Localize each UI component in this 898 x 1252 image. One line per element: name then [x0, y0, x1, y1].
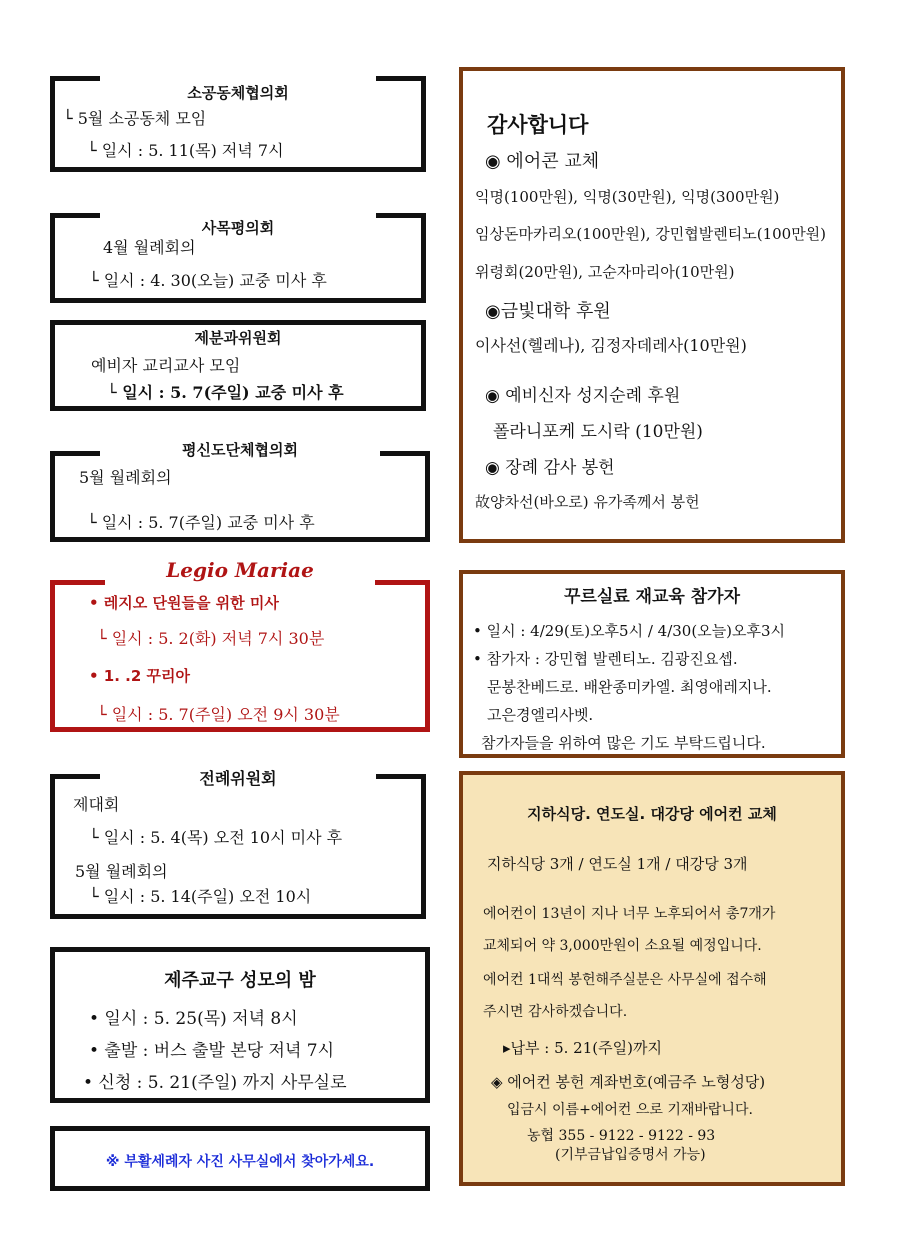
jebun-section — [50, 320, 426, 411]
section-title: 전례위원회 — [199, 769, 277, 788]
notice-text: ※ 부활세례자 사진 사무실에서 찾아가세요. — [105, 1154, 375, 1170]
cursillo-section — [459, 570, 845, 758]
text-line: 문봉찬베드로. 배완종미카엘. 최영애레지나. — [487, 678, 772, 696]
section-title: 사목평의회 — [201, 219, 275, 237]
legio-section — [50, 558, 430, 732]
samok-section — [50, 213, 426, 303]
thanks-heading: ◉ 장례 감사 봉헌 — [485, 458, 615, 478]
thanks-heading: ◉ 예비신자 성지순례 후원 — [485, 386, 681, 406]
text-line: 지하식당 3개 / 연도실 1개 / 대강당 3개 — [487, 855, 748, 873]
legio-title: Legio Mariae — [166, 558, 314, 582]
text-line: 4월 월례회의 — [103, 238, 196, 257]
text-line: └ 일시 : 4. 30(오늘) 교중 미사 후 — [89, 271, 327, 290]
aircon-section — [459, 771, 845, 1186]
pyeongsin-section — [50, 441, 430, 542]
text-line: 임상돈마카리오(100만원), 강민협발렌티노(100만원) — [475, 225, 827, 243]
text-line: • 일시 : 5. 25(목) 저녁 8시 — [89, 1009, 298, 1029]
text-line: 교체되어 약 3,000만원이 소요될 예정입니다. — [483, 938, 762, 954]
section-title: 평신도단체협의회 — [182, 441, 298, 459]
jeonrye-section — [50, 769, 426, 919]
text-line: 참가자들을 위하여 많은 기도 부탁드립니다. — [481, 734, 766, 752]
text-line: └ 일시 : 5. 4(목) 오전 10시 미사 후 — [89, 828, 343, 847]
text-line: 위령회(20만원), 고순자마리아(10만원) — [475, 263, 735, 281]
text-line: ▸납부 : 5. 21(주일)까지 — [503, 1039, 662, 1057]
text-line: 고은경엘리사벳. — [487, 706, 594, 724]
thanks-heading: ◉ 에어콘 교체 — [485, 151, 600, 172]
text-line: 예비자 교리교사 모임 — [91, 356, 241, 375]
text-line: └ 일시 : 5. 2(화) 저녁 7시 30분 — [97, 629, 325, 648]
text-line: (기부금납입증명서 가능) — [555, 1147, 706, 1163]
text-line: 5월 월례회의 — [79, 468, 172, 487]
text-line: 입금시 이름+에어컨 으로 기재바랍니다. — [507, 1102, 753, 1118]
sogongdong-section — [50, 76, 426, 172]
text-line: └ 일시 : 5. 7(주일) 교중 미사 후 — [87, 513, 315, 532]
text-line: 故양차선(바오로) 유가족께서 봉헌 — [475, 493, 700, 511]
section-title: 지하식당. 연도실. 대강당 에어컨 교체 — [527, 805, 777, 823]
thanks-heading: ◉금빛대학 후원 — [485, 301, 611, 322]
text-line: └ 일시 : 5. 7(주일) 교중 미사 후 — [107, 383, 344, 402]
text-line: 제대회 — [73, 795, 120, 814]
text-line: └ 일시 : 5. 11(목) 저녁 7시 — [87, 141, 284, 160]
thanks-title: 감사합니다 — [487, 113, 589, 137]
text-line: 주시면 감사하겠습니다. — [483, 1004, 628, 1020]
text-line: 5월 월례회의 — [75, 862, 168, 881]
text-line: • 출발 : 버스 출발 본당 저녁 7시 — [89, 1041, 335, 1061]
section-title: 꾸르실료 재교육 참가자 — [563, 587, 741, 607]
text-line: • 일시 : 4/29(토)오후5시 / 4/30(오늘)오후3시 — [473, 622, 786, 640]
thanks-section — [459, 67, 845, 543]
section-title: 제분과위원회 — [194, 329, 282, 347]
text-line: └ 일시 : 5. 7(주일) 오전 9시 30분 — [97, 705, 340, 724]
text-line: • 참가자 : 강민협 발렌티노. 김광진요셉. — [473, 650, 738, 668]
text-line: • 신청 : 5. 21(주일) 까지 사무실로 — [83, 1073, 347, 1093]
text-line: 폴라니포케 도시락 (10만원) — [493, 422, 703, 442]
text-line: 이사선(헬레나), 김정자데레사(10만원) — [475, 336, 747, 355]
text-line: ◈ 에어컨 봉헌 계좌번호(예금주 노형성당) — [491, 1073, 766, 1091]
text-line: 에어컨이 13년이 지나 너무 노후되어서 총7개가 — [483, 906, 776, 922]
bullet-line: • 1. .2 꾸리아 — [89, 667, 190, 685]
account-number: 농협 355 - 9122 - 9122 - 93 — [527, 1128, 716, 1144]
section-title: 소공동체협의회 — [187, 84, 289, 102]
text-line: └ 5월 소공동체 모임 — [63, 109, 207, 128]
text-line: 에어컨 1대씩 봉헌해주실분은 사무실에 접수해 — [483, 972, 767, 988]
text-line: 익명(100만원), 익명(30만원), 익명(300만원) — [475, 188, 780, 206]
text-line: └ 일시 : 5. 14(주일) 오전 10시 — [89, 887, 312, 906]
seongmo-section — [50, 947, 430, 1103]
bullet-line: • 레지오 단원들을 위한 미사 — [89, 594, 279, 612]
baptism-photo-notice — [50, 1126, 430, 1191]
section-title: 제주교구 성모의 밤 — [164, 970, 316, 991]
